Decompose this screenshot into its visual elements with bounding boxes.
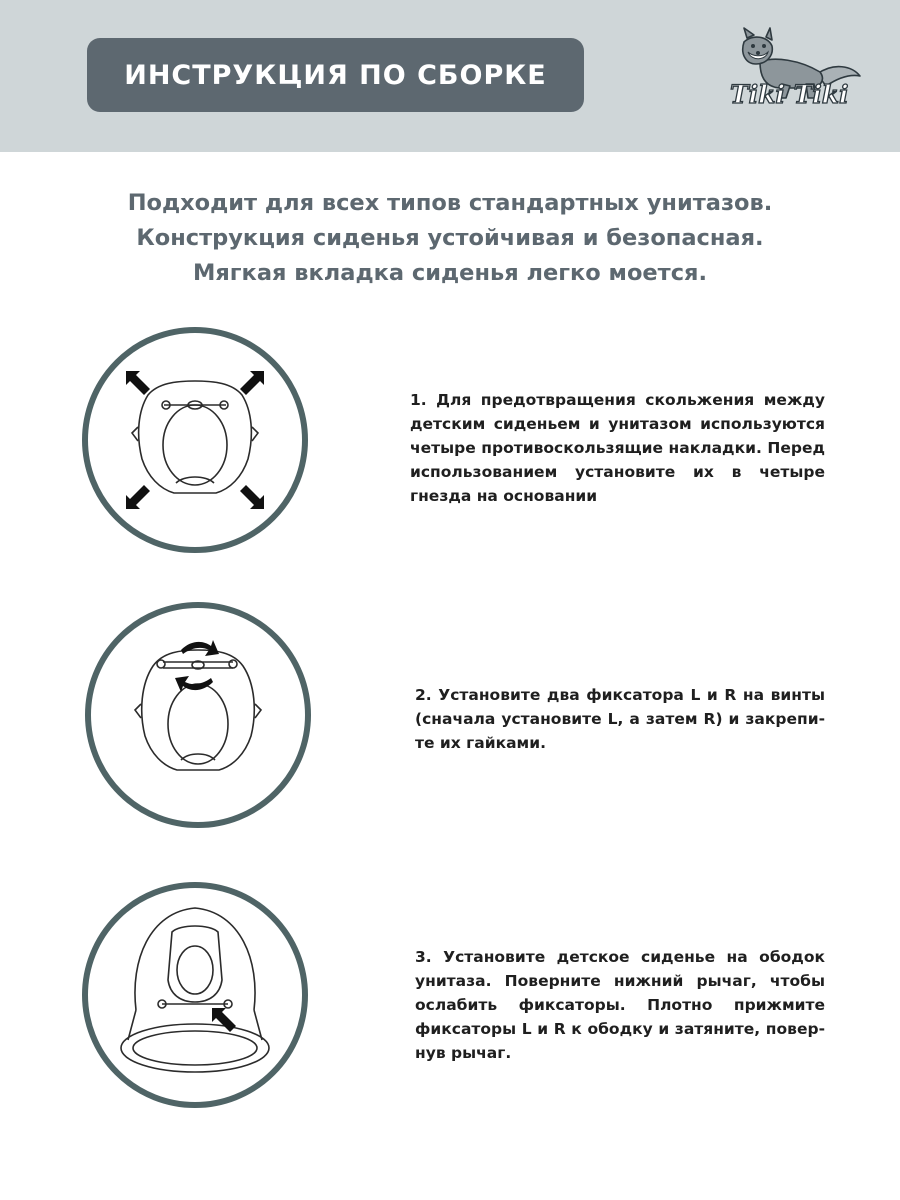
step-line: (сначала установите L, а затем R) и закрепи- xyxy=(415,710,825,728)
intro-line: Конструкция сиденья устойчивая и безопасная. xyxy=(136,225,764,251)
step-line: 3. Установите детское сиденье на ободок xyxy=(415,948,825,966)
step-3-illustration xyxy=(80,880,310,1110)
page-title: ИНСТРУКЦИЯ ПО СБОРКЕ xyxy=(124,59,547,91)
intro-line: Подходит для всех типов стандартных унитазов. xyxy=(127,190,773,216)
step-1-text xyxy=(410,388,825,508)
step-2-illustration xyxy=(83,600,313,830)
step-line: те их гайками. xyxy=(415,734,546,752)
step-line: нув рычаг. xyxy=(415,1044,512,1062)
step-line: 2. Установите два фиксатора L и R на винты xyxy=(415,686,825,704)
step-line: ослабить фиксаторы. Плотно прижмите xyxy=(415,996,825,1014)
title-banner xyxy=(87,38,584,112)
brand-logo-text: Tiki Tiki xyxy=(730,80,849,109)
step-line: использованием установите их в четыре xyxy=(410,463,825,481)
intro-line: Мягкая вкладка сиденья легко моется. xyxy=(192,260,708,286)
step-line: фиксаторы L и R к ободку и затяните, повер- xyxy=(415,1020,825,1038)
step-line: унитаза. Поверните нижний рычаг, чтобы xyxy=(415,972,825,990)
step-3-text xyxy=(415,945,825,1065)
step-line: детским сиденьем и унитазом используются xyxy=(410,415,825,433)
step-line: четыре противоскользящие накладки. Перед xyxy=(410,439,825,457)
step-line: гнезда на основании xyxy=(410,487,598,505)
step-line: 1. Для предотвращения скольжения между xyxy=(410,391,825,409)
intro-text xyxy=(60,186,840,291)
step-1-illustration xyxy=(80,325,310,555)
step-2-text xyxy=(415,683,825,755)
